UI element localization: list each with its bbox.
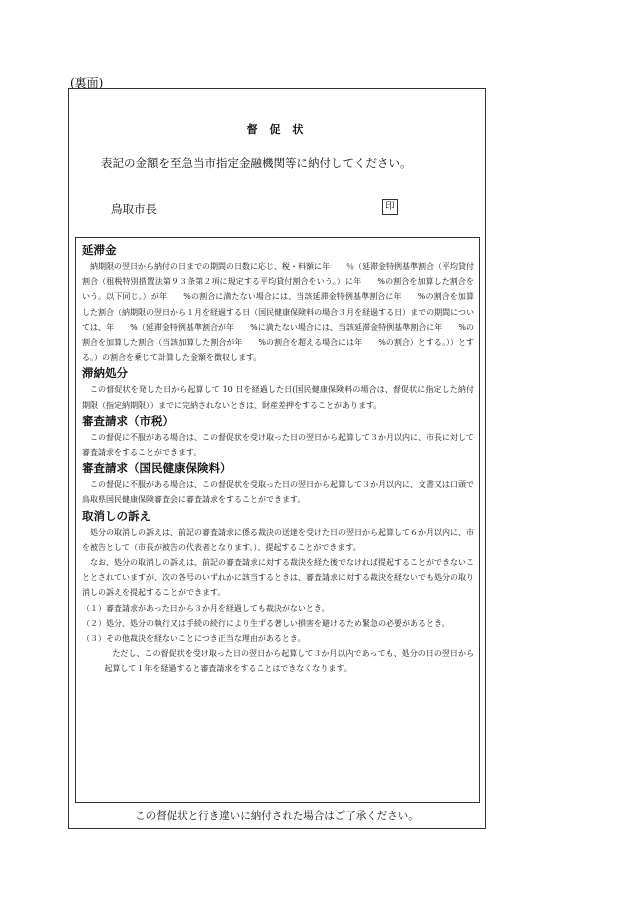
revocation-proviso: ただし、この督促状を受け取った日の翌日から起算して３か月以内であっても、処分の日の翌日から起算して１年を経過すると審査請求をすることはできなくなります。 — [104, 649, 474, 674]
seizure-heading: 滞納処分 — [82, 366, 128, 381]
late-fee-body: 納期限の翌日から納付の日までの期間の日数に応じ、税・料額に年 ％（延滞金特例基準割合（平均貸付割合（租税特別措置法第９３条第２項に規定する平均貸付割合をいう。）に年 %の割合を加算した割合をいう。以下同じ。）が年 %の割合に満たない場合には、当該延滞金特例基準割合に年 %の割合を加算した割合（納期限の翌日から１月を経過する日（国民健康保険料の場合３月を経過する日）までの期間については、年 %（延滞金特例基準割合が年 %に満たない場合には、当該延滞金特例基準割合に年 %の割合を加算した割合（当該加算した割合が年 %の割合を超える場合には年 %の割合）とする。））とする。）の割合を乗じて計算した金額を徴収します。 — [82, 262, 474, 363]
issuer-name: 鳥取市長 — [111, 202, 157, 216]
revocation-item-3: （３）その他裁決を経ないことにつき正当な理由があるとき。 — [82, 634, 306, 644]
seizure-body: この督促状を発した日から起算して 10 日を経過した日(国民健康保険料の場合は、督促状に指定した納付期限（指定納期限））までに完納されないときは、財産差押をすることがあります。 — [82, 385, 474, 410]
review-tax-heading: 審査請求（市税） — [82, 413, 174, 428]
page-title: 督 促 状 — [246, 123, 308, 136]
revocation-body-1: 処分の取消しの訴えは、前記の審査請求に係る裁決の送達を受けた日の翌日から起算して６か月以内に、市を被告として（市長が被告の代表者となります。）、提起することができます。 — [82, 527, 474, 552]
notice-frame — [68, 88, 486, 829]
payment-notice: 表記の金額を至急当市指定金融機関等に納付してください。 — [101, 156, 412, 170]
revocation-heading: 取消しの訴え — [82, 508, 151, 523]
revocation-item-2: （２）処分、処分の執行又は手続の続行により生ずる著しい損害を避けるため緊急の必要があるとき。 — [82, 618, 450, 628]
review-tax-body: この督促に不服がある場合は、この督促状を受け取った日の翌日から起算して３か月以内に、市長に対して審査請求をすることができます。 — [82, 432, 474, 458]
footer-note: この督促状と行き違いに納付された場合はご了承ください。 — [135, 810, 419, 822]
review-insurance-heading: 審査請求（国民健康保険料） — [82, 461, 232, 476]
seal-stamp: 印 — [382, 199, 398, 215]
revocation-body-2: なお、処分の取消しの訴えは、前記の審査請求に対する裁決を経た後でなければ提起することができないこととされていますが、次の各号のいずれかに該当するときは、審査請求に対する裁決を経ないでも処分の取り消しの訴えを提起することができます。 — [82, 558, 474, 598]
revocation-item-1: （１）審査請求があった日から３か月を経過しても裁決がないとき。 — [82, 603, 330, 613]
back-side-label: (裏面) — [70, 76, 104, 90]
review-insurance-body: この督促に不服がある場合は、この督促状を受取った日の翌日から起算して３か月以内に、文書又は口頭で鳥取県国民健康保険審査会に審査請求をすることができます。 — [82, 480, 474, 505]
late-fee-heading: 延滞金 — [82, 243, 117, 257]
terms-box — [75, 237, 480, 803]
